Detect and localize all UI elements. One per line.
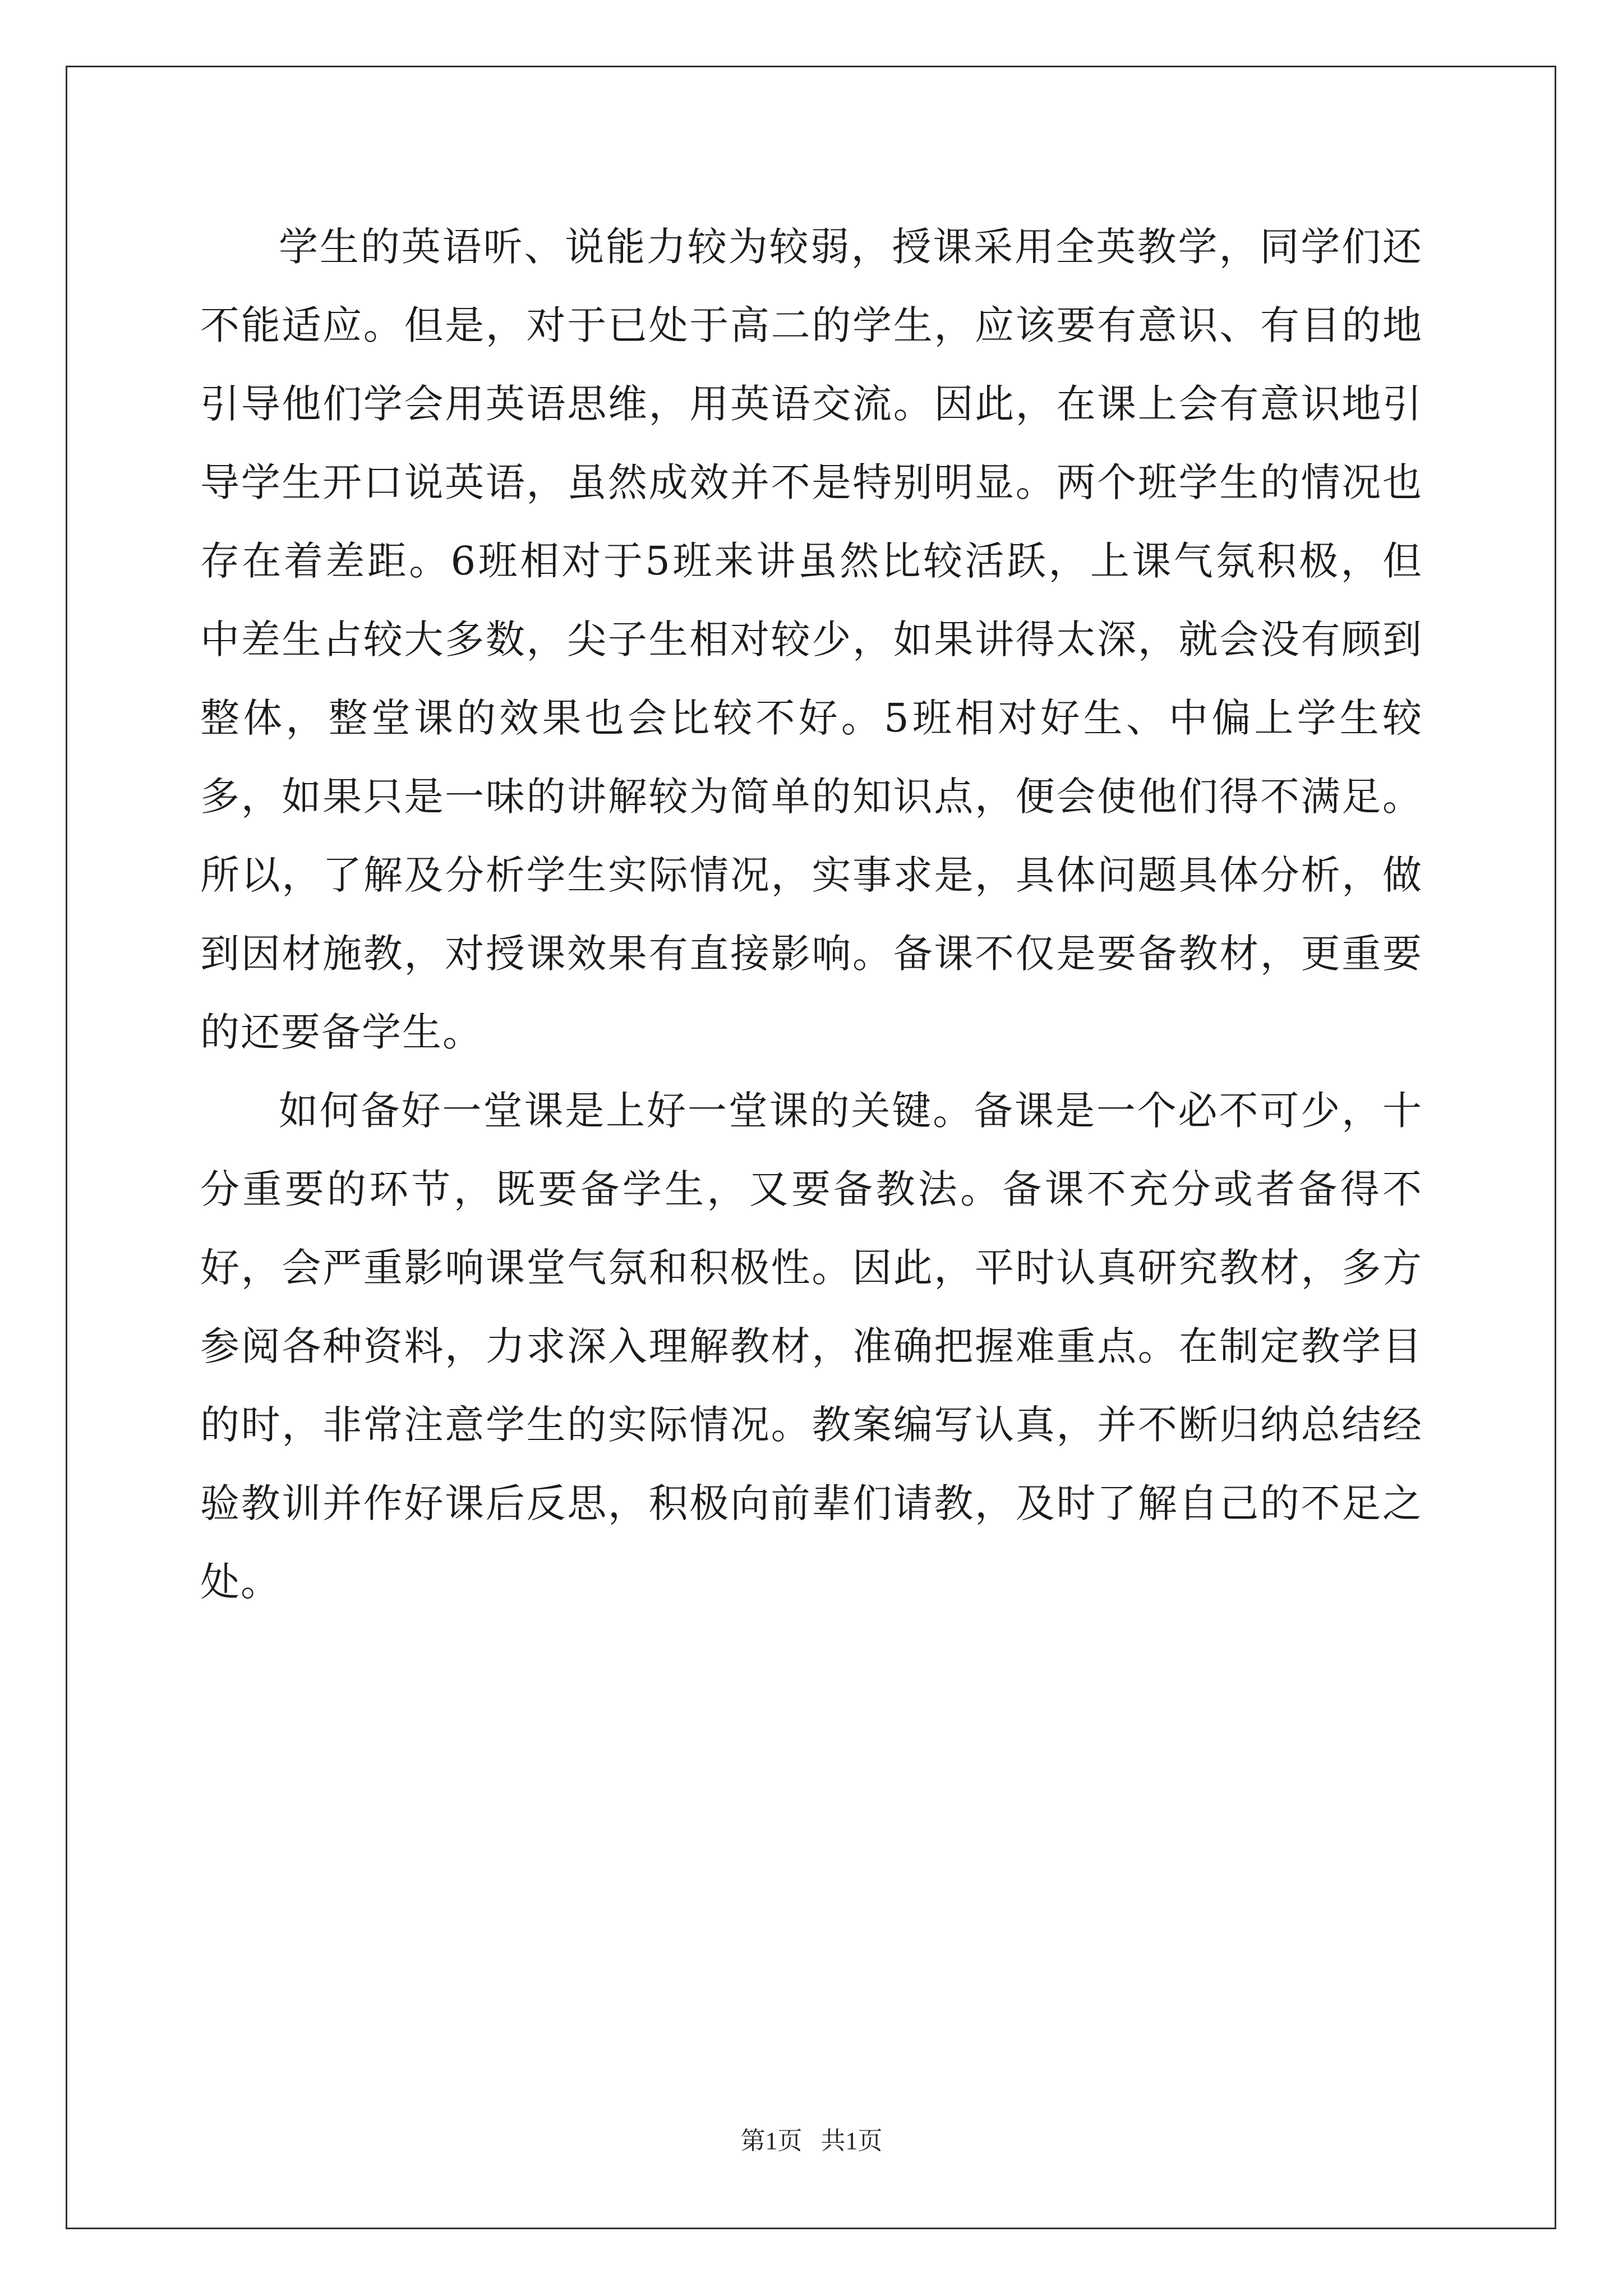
page-footer: 第1页 共1页 <box>740 2127 883 2155</box>
paragraph-1: 学生的英语听、说能力较为较弱，授课采用全英教学，同学们还不能适应。但是，对于已处于高二的学生，应该要有意识、有目的地引导他们学会用英语思维，用英语交流。因此，在课上会有意识地引导学生开口说英语，虽然成效并不是特别明显。两个班学生的情况也存在着差距。6班相对于5班来讲虽然比较活跃，上课气氛积极，但中差生占较大多数，尖子生相对较少，如果讲得太深，就会没有顾到整体，整堂课的效果也会比较不好。5班相对好生、中偏上学生较多，如果只是一味的讲解较为简单的知识点，便会使他们得不满足。所以，了解及分析学生实际情况，实事求是，具体问题具体分析，做到因材施教，对授课效果有直接影响。备课不仅是要备教材，更重要的还要备学生。 <box>200 224 1423 1055</box>
paragraph-2: 如何备好一堂课是上好一堂课的关键。备课是一个必不可少，十分重要的环节，既要备学生，又要备教法。备课不充分或者备得不好，会严重影响课堂气氛和积极性。因此，平时认真研究教材，多方参阅各种资料，力求深入理解教材，准确把握难重点。在制定教学目的时，非常注意学生的实际情况。教案编写认真，并不断归纳总结经验教训并作好课后反思，积极向前辈们请教，及时了解自己的不足之处。 <box>200 1088 1423 1605</box>
document-body <box>200 208 1423 1621</box>
